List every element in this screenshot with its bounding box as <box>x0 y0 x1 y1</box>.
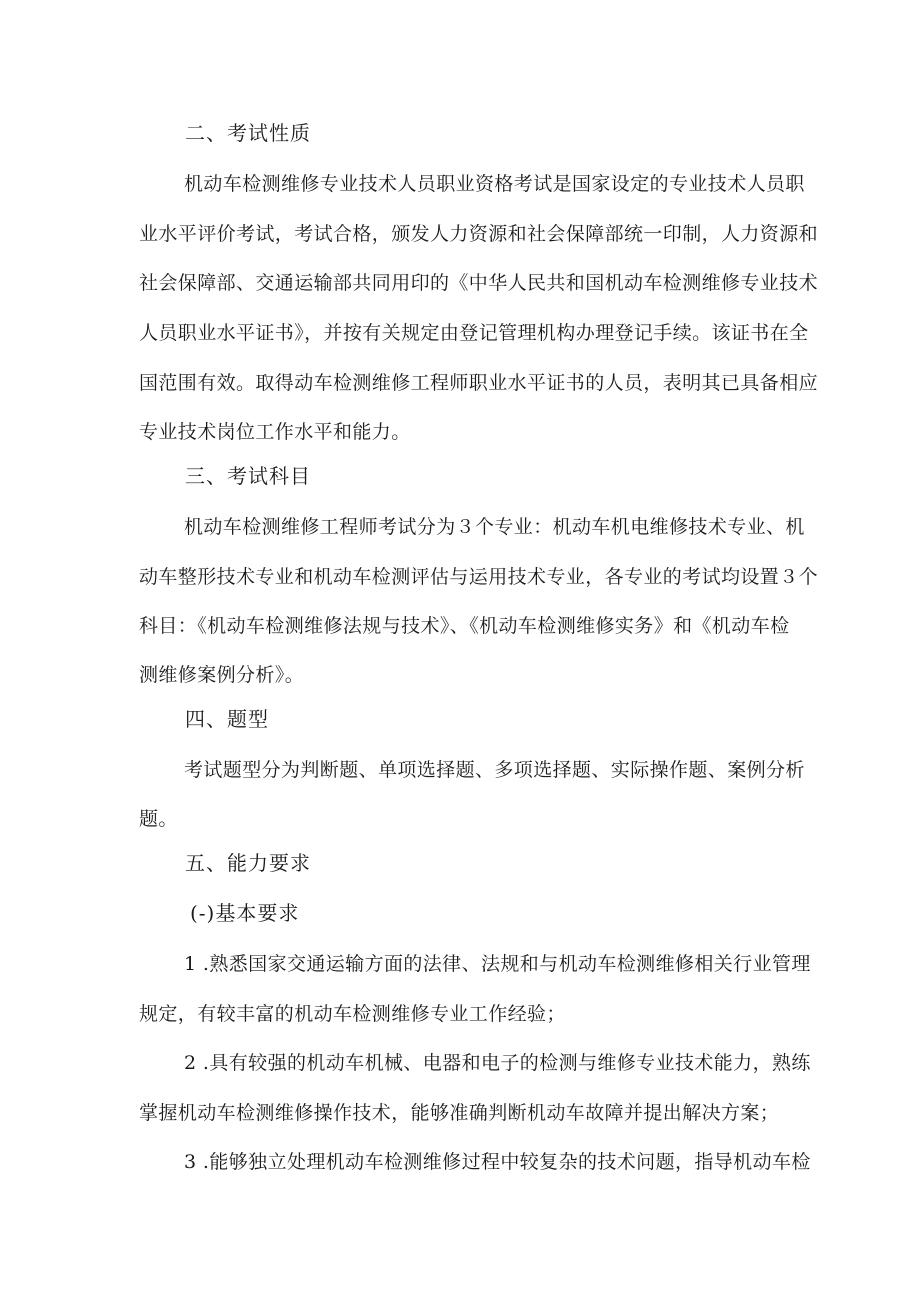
paragraph-line: 动车整形技术专业和机动车检测评估与运用技术专业，各专业的考试均设置３个 <box>139 566 819 588</box>
paragraph-line: 国范围有效。取得动车检测维修工程师职业水平证书的人员，表明其已具备相应 <box>139 372 819 394</box>
section-heading-exam-nature: 二、考试性质 <box>185 121 311 145</box>
paragraph-line: 题。 <box>139 808 178 830</box>
list-item-line: 掌握机动车检测维修操作技术，能够准确判断机动车故障并提出解决方案； <box>139 1102 780 1124</box>
section-heading-question-types: 四、题型 <box>185 707 269 731</box>
paragraph-line: 机动车检测维修工程师考试分为３个专业：机动车机电维修技术专业、机 <box>184 516 805 538</box>
paragraph-line: 专业技术岗位工作水平和能力。 <box>139 421 411 443</box>
list-item-line: 3 .能够独立处理机动车检测维修过程中较复杂的技术问题，指导机动车检 <box>184 1151 811 1173</box>
list-item-line: 1 .熟悉国家交通运输方面的法律、法规和与机动车检测维修相关行业管理 <box>184 953 811 975</box>
paragraph-line: 人员职业水平证书》，并按有关规定由登记管理机构办理登记手续。该证书在全 <box>139 322 809 344</box>
paragraph-line: 考试题型分为判断题、单项选择题、多项选择题、实际操作题、案例分析 <box>184 759 805 781</box>
section-heading-exam-subjects: 三、考试科目 <box>185 464 311 488</box>
paragraph-line: 社会保障部、交通运输部共同用印的《中华人民共和国机动车检测维修专业技术 <box>139 272 819 294</box>
paragraph-line: 业水平评价考试，考试合格，颁发人力资源和社会保障部统一印制，人力资源和 <box>139 223 819 245</box>
list-item-line: 2 .具有较强的机动车机械、电器和电子的检测与维修专业技术能力，熟练 <box>184 1052 811 1074</box>
paragraph-line: 机动车检测维修专业技术人员职业资格考试是国家设定的专业技术人员职 <box>184 173 805 195</box>
list-item-line: 规定，有较丰富的机动车检测维修专业工作经验； <box>139 1003 566 1025</box>
paragraph-line: 科目：《机动车检测维修法规与技术》、《机动车检测维修实务》和《机动车检 <box>139 615 790 637</box>
section-heading-ability-requirements: 五、能力要求 <box>185 851 311 875</box>
subsection-heading-basic-requirements: (-)基本要求 <box>190 901 300 925</box>
paragraph-line: 测维修案例分析》。 <box>139 664 305 686</box>
